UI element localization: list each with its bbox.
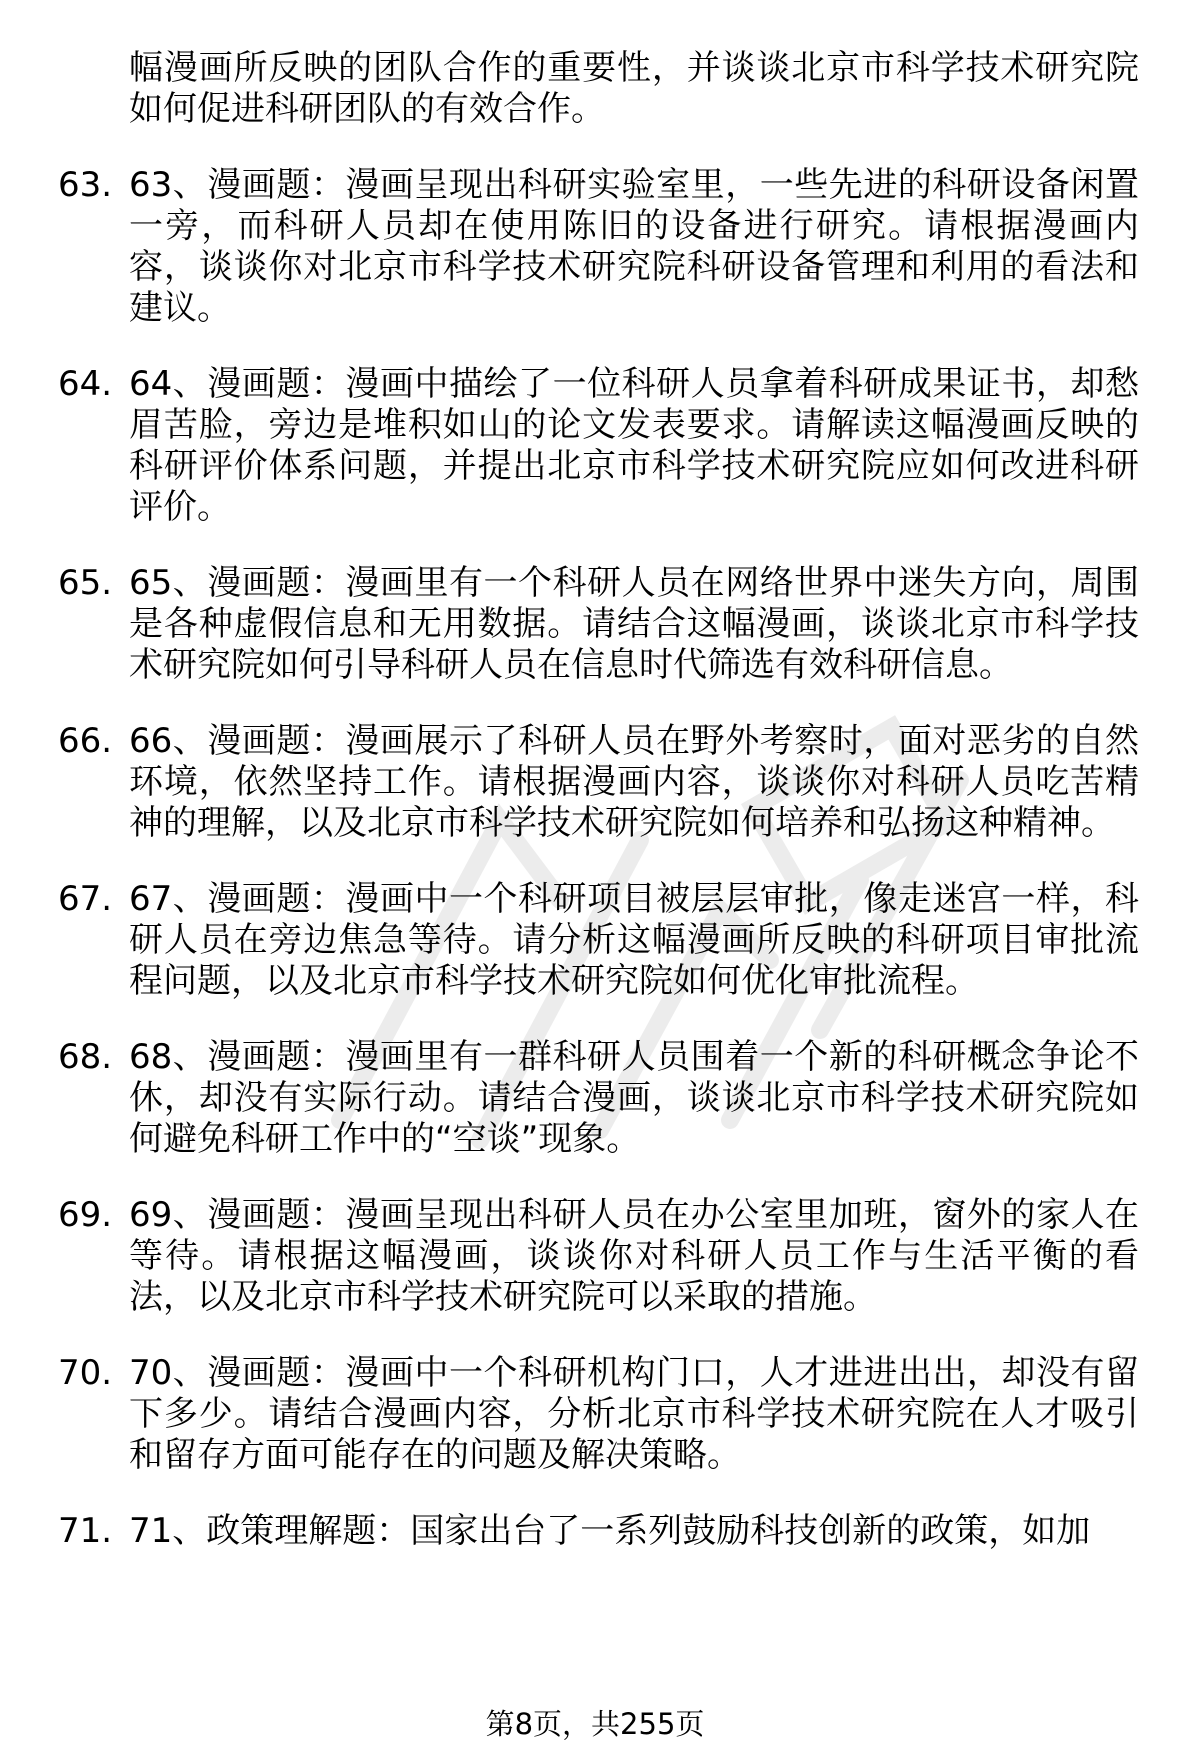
question-item-63 xyxy=(58,165,1148,329)
question-text: 65、漫画题：漫画里有一个科研人员在网络世界中迷失方向，周围是各种虚假信息和无用数据。请结合这幅漫画，谈谈北京市科学技术研究院如何引导科研人员在信息时代筛选有效科研信息。 xyxy=(129,563,1139,685)
question-number: 70. xyxy=(58,1353,113,1393)
question-item-71 xyxy=(58,1511,1148,1552)
question-text: 67、漫画题：漫画中一个科研项目被层层审批，像走迷宫一样，科研人员在旁边焦急等待。请分析这幅漫画所反映的科研项目审批流程问题，以及北京市科学技术研究院如何优化审批流程。 xyxy=(129,879,1139,1001)
question-item-64 xyxy=(58,364,1148,528)
question-number: 69. xyxy=(58,1195,113,1235)
continued-paragraph: 幅漫画所反映的团队合作的重要性，并谈谈北京市科学技术研究院如何促进科研团队的有效合作。 xyxy=(129,48,1139,129)
question-text: 71、政策理解题：国家出台了一系列鼓励科技创新的政策，如加 xyxy=(129,1511,1091,1551)
question-item-68 xyxy=(58,1037,1148,1160)
question-number: 68. xyxy=(58,1037,113,1077)
question-item-66 xyxy=(58,721,1148,844)
question-number: 71. xyxy=(58,1511,113,1551)
question-text: 69、漫画题：漫画呈现出科研人员在办公室里加班，窗外的家人在等待。请根据这幅漫画，谈谈你对科研人员工作与生活平衡的看法，以及北京市科学技术研究院可以采取的措施。 xyxy=(129,1195,1139,1317)
question-text: 70、漫画题：漫画中一个科研机构门口，人才进进出出，却没有留下多少。请结合漫画内容，分析北京市科学技术研究院在人才吸引和留存方面可能存在的问题及解决策略。 xyxy=(129,1353,1139,1475)
question-text: 68、漫画题：漫画里有一群科研人员围着一个新的科研概念争论不休，却没有实际行动。请结合漫画，谈谈北京市科学技术研究院如何避免科研工作中的“空谈”现象。 xyxy=(129,1037,1139,1159)
question-text: 66、漫画题：漫画展示了科研人员在野外考察时，面对恶劣的自然环境，依然坚持工作。请根据漫画内容，谈谈你对科研人员吃苦精神的理解，以及北京市科学技术研究院如何培养和弘扬这种精神。 xyxy=(129,721,1139,843)
question-text: 64、漫画题：漫画中描绘了一位科研人员拿着科研成果证书，却愁眉苦脸，旁边是堆积如山的论文发表要求。请解读这幅漫画反映的科研评价体系问题，并提出北京市科学技术研究院应如何改进科研评价。 xyxy=(129,364,1139,527)
question-text: 63、漫画题：漫画呈现出科研实验室里，一些先进的科研设备闲置一旁，而科研人员却在使用陈旧的设备进行研究。请根据漫画内容，谈谈你对北京市科学技术研究院科研设备管理和利用的看法和建议。 xyxy=(129,165,1139,328)
question-number: 63. xyxy=(58,165,113,205)
question-item-69 xyxy=(58,1195,1148,1318)
question-number: 66. xyxy=(58,721,113,761)
question-number: 64. xyxy=(58,364,113,404)
question-item-65 xyxy=(58,563,1148,686)
question-number: 65. xyxy=(58,563,113,603)
question-number: 67. xyxy=(58,879,113,919)
document-body xyxy=(58,48,1148,1552)
question-item-67 xyxy=(58,879,1148,1002)
question-item-70 xyxy=(58,1353,1148,1476)
page-indicator: 第8页，共255页 xyxy=(485,1707,705,1741)
